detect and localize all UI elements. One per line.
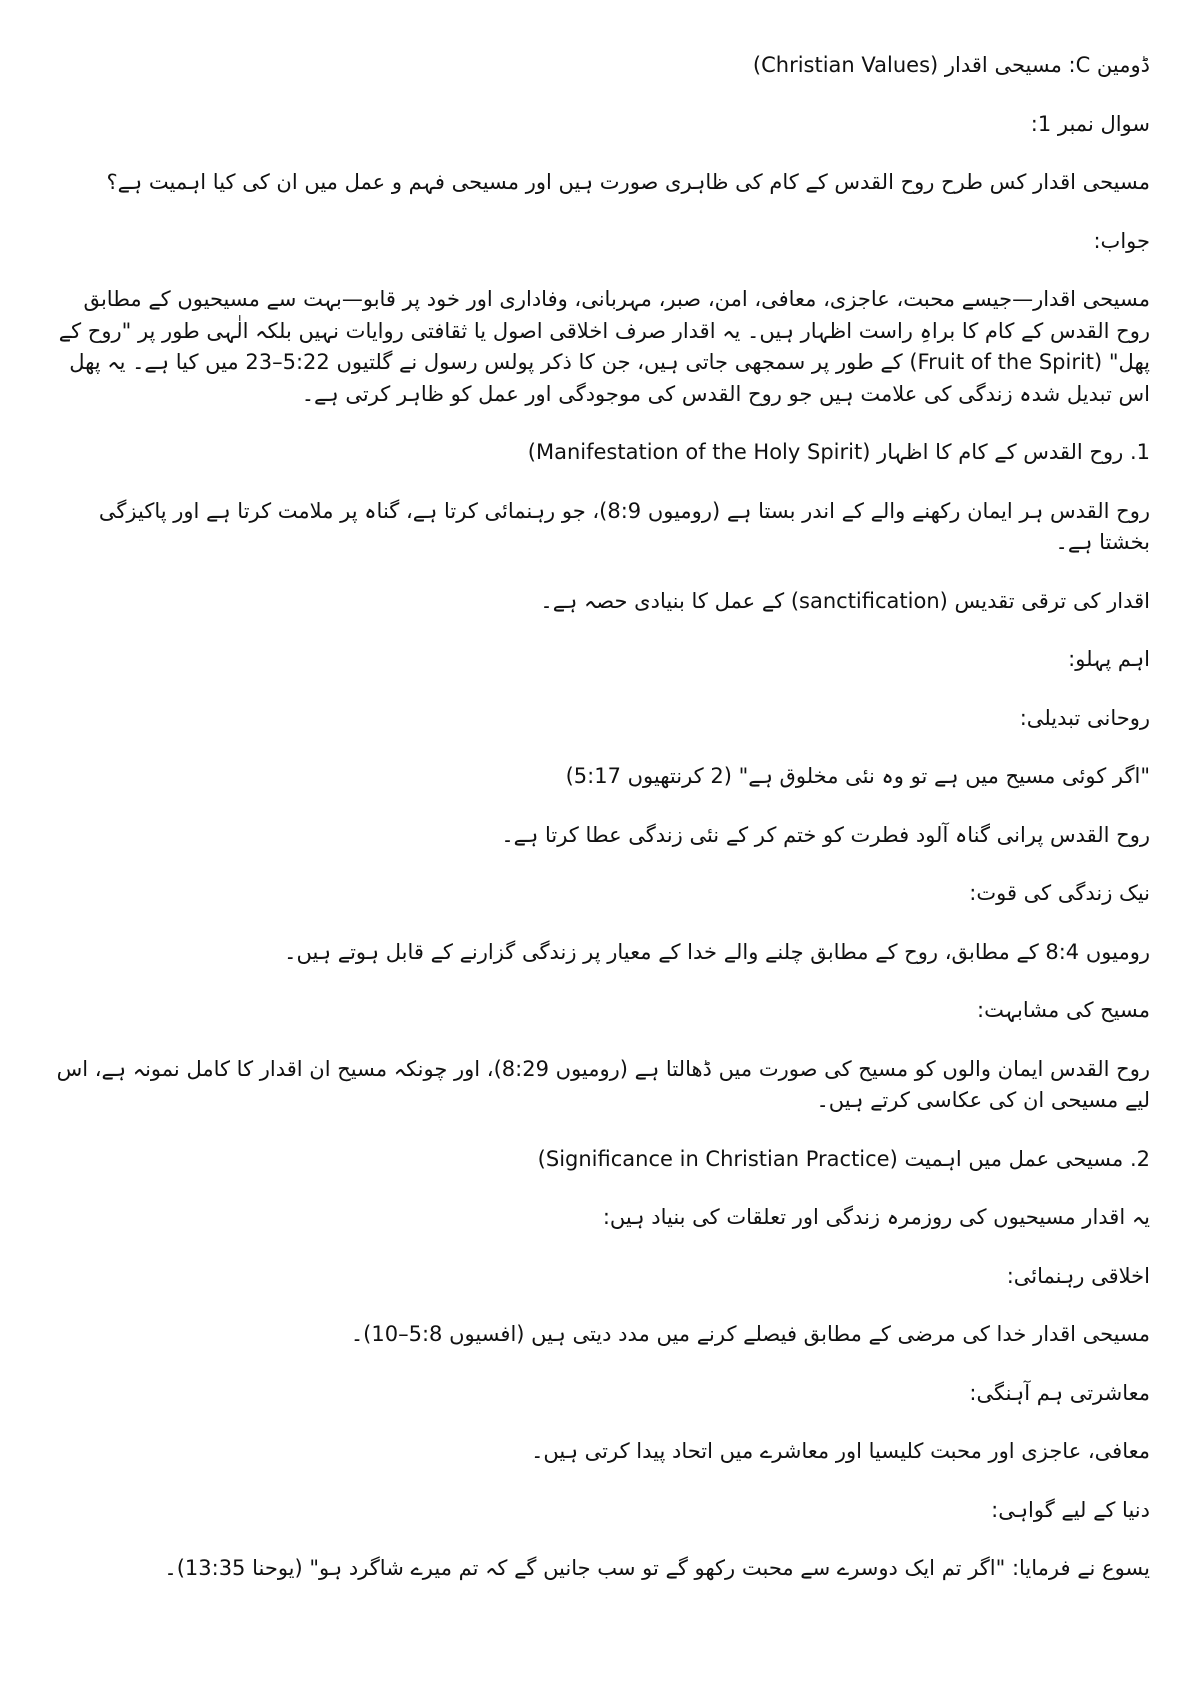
question-text: مسیحی اقدار کس طرح روح القدس کے کام کی ظاہری صورت ہیں اور مسیحی فہم و عمل میں ان کی کیا اہمیت ہے؟ [106, 170, 1150, 194]
moral-guidance-label: اخلاقی رہنمائی: [1006, 1263, 1150, 1288]
new-life-paragraph: روح القدس پرانی گناہ آلود فطرت کو ختم کر کے نئی زندگی عطا کرتا ہے۔ [501, 822, 1150, 847]
document-page [56, 50, 1150, 1612]
christlikeness-paragraph: روح القدس ایمان والوں کو مسیح کی صورت میں ڈھالتا ہے (رومیوں 8:29)، اور چونکہ مسیح ان اقدار کا کامل نمونہ ہے، اس لیے مسیحی ان کی عکاسی کرتے ہیں۔ [56, 1056, 1150, 1112]
answer-label: جواب: [1093, 228, 1150, 253]
section-2-heading: 2. مسیحی عمل میں اہمیت (Significance in Christian Practice) [537, 1146, 1150, 1171]
spiritual-change-label: روحانی تبدیلی: [1019, 705, 1150, 730]
section-1-heading: 1. روح القدس کے کام کا اظہار (Manifestation of the Holy Spirit) [527, 440, 1150, 464]
key-aspects-label: اہم پہلو: [1068, 647, 1150, 671]
section-2-intro: یہ اقدار مسیحیوں کی روزمرہ زندگی اور تعلقات کی بنیاد ہیں: [602, 1205, 1150, 1229]
social-harmony-label: معاشرتی ہم آہنگی: [969, 1380, 1150, 1405]
answer-intro-paragraph: مسیحی اقدار—جیسے محبت، عاجزی، معافی، امن، صبر، مہربانی، وفاداری اور خود پر قابو—بہت سے مسیحیوں کے مطابق روح القدس کے کام کا براہِ راست اظہار ہیں۔ یہ اقدار صرف اخلاقی اصول یا ثقافتی روایات نہیں بلکہ الٰہی طور پر "روح کے پھل" (Fruit of the Spirit) کے طور پر سمجھی جاتی ہیں، جن کا ذکر پولس رسول نے گلتیوں 5:22–23 میں کیا ہے۔ یہ پھل اس تبدیل شدہ زندگی کی علامت ہیں جو روح القدس کی موجودگی اور عمل کو ظاہر کرتی ہے۔ [58, 287, 1150, 406]
question-number: سوال نمبر 1: [1030, 111, 1150, 136]
witness-label: دنیا کے لیے گواہی: [991, 1497, 1150, 1522]
section-1-paragraph: روح القدس ہر ایمان رکھنے والے کے اندر بستا ہے (رومیوں 8:9)، جو رہنمائی کرتا ہے، گناہ پر ملامت کرتا ہے اور پاکیزگی بخشتا ہے۔ [98, 498, 1150, 554]
new-creation-quote: "اگر کوئی مسیح میں ہے تو وہ نئی مخلوق ہے" (2 کرنتھیوں 5:17) [565, 764, 1150, 788]
social-harmony-paragraph: معافی، عاجزی اور محبت کلیسیا اور معاشرے میں اتحاد پیدا کرتی ہیں۔ [531, 1439, 1150, 1463]
domain-heading: ڈومین C: مسیحی اقدار (Christian Values) [752, 53, 1150, 77]
moral-guidance-paragraph: مسیحی اقدار خدا کی مرضی کے مطابق فیصلے کرنے میں مدد دیتی ہیں (افسیوں 5:8–10)۔ [350, 1322, 1150, 1346]
christlikeness-label: مسیح کی مشابہت: [977, 998, 1150, 1022]
sanctification-paragraph: اقدار کی ترقی تقدیس (sanctification) کے عمل کا بنیادی حصہ ہے۔ [540, 588, 1150, 613]
virtuous-life-label: نیک زندگی کی قوت: [969, 881, 1150, 905]
witness-paragraph: یسوع نے فرمایا: "اگر تم ایک دوسرے سے محبت رکھو گے تو سب جانیں گے کہ تم میرے شاگرد ہو" (یوحنا 13:35)۔ [164, 1556, 1150, 1580]
romans-8-4-paragraph: رومیوں 8:4 کے مطابق، روح کے مطابق چلنے والے خدا کے معیار پر زندگی گزارنے کے قابل ہوتے ہیں۔ [284, 939, 1150, 964]
